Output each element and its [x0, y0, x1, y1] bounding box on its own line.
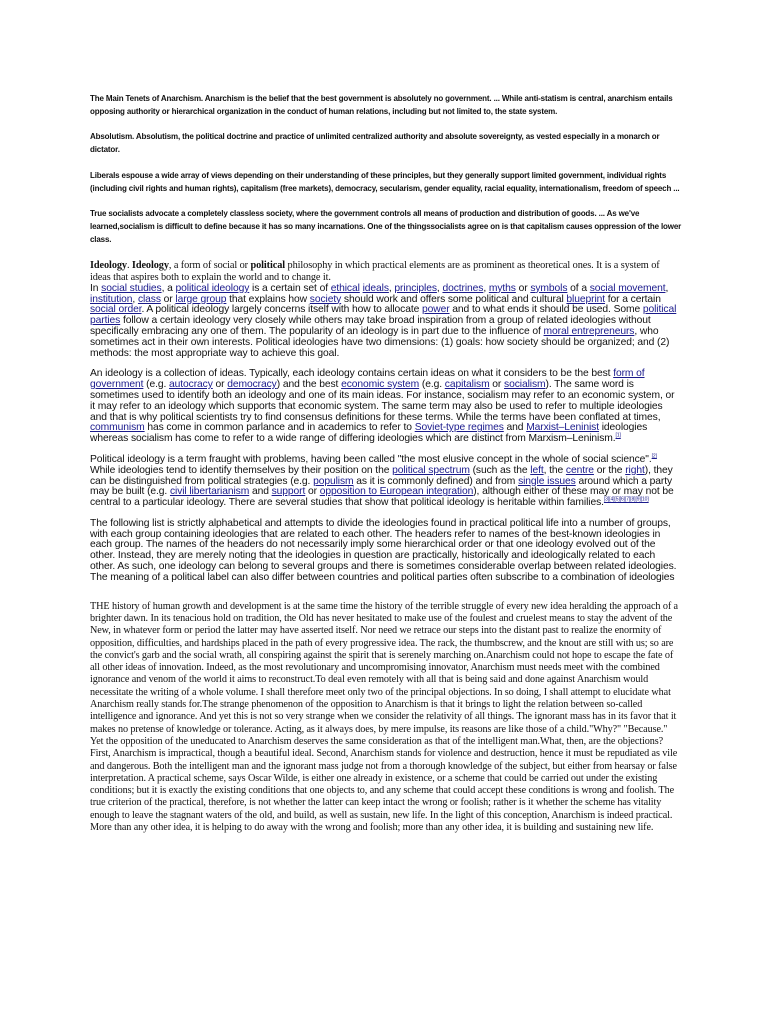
link-myths[interactable]: myths: [488, 282, 516, 294]
link-right[interactable]: right: [625, 464, 645, 476]
link-large-group[interactable]: large group: [175, 293, 227, 305]
ideology-definition: Ideology. Ideology, a form of social or political philosophy in which practical elements are as prominent as theoretical ones. It is a system of ideas that aspires both to explain the world and to change it.: [90, 260, 660, 283]
link-populism[interactable]: populism: [313, 475, 354, 487]
ideology-list-paragraph: The following list is strictly alphabetical and attempts to divide the ideologies found in practical political life into a number of groups, with each group containing ideologies that are related to each other. The headers refer to names of the best-known ideologies in each group. The names of the headers do not necessarily imply some hierarchical order or that one ideology evolved out of the other. Instead, they are merely noting that the ideologies in question are practically, historically and ideologically related to each other. As such, one ideology can belong to several groups and there is sometimes considerable overlap between related ideologies. The meaning of a political label can also differ between countries and political parties often subscribe to a combination of ideologies: [90, 517, 677, 583]
link-autocracy[interactable]: autocracy: [169, 379, 213, 391]
ideology-term-2: Ideology: [131, 260, 169, 272]
link-moral-entrepreneurs[interactable]: moral entrepreneurs: [543, 325, 635, 337]
link-power[interactable]: power: [422, 304, 450, 316]
link-political-spectrum[interactable]: political spectrum: [392, 464, 470, 476]
ideology-collection-paragraph: An ideology is a collection of ideas. Typically, each ideology contains certain ideas on what it considers to be the best form of government (e.g. autocracy or democracy) and the best economic system (e.g. capitalism or socialism). The same word is sometimes used to identify both an ideology and one of its main ideas. For instance, socialism may refer to an economic system, or it may refer to an ideology which supports that economic system. The same term may also be used to refer to multiple ideologies and that is why political scientists try to find consensus definitions for these terms. While the terms have been conflated at times, communism has come in common parlance and in academics to refer to Soviet-type regimes and Marxist–Leninist ideologies whereas socialism has come to refer to a wide range of differing ideologies which are distinct from Marxism–Leninism.[1]: [90, 368, 675, 445]
link-capitalism[interactable]: capitalism: [444, 379, 490, 391]
link-social-movement[interactable]: social movement: [589, 282, 666, 294]
link-social-studies[interactable]: social studies: [101, 282, 162, 294]
link-ideals[interactable]: ideals: [362, 282, 389, 294]
link-civil-libertarianism[interactable]: civil libertarianism: [169, 486, 250, 498]
link-communism[interactable]: communism: [90, 422, 145, 434]
link-economic-system[interactable]: economic system: [341, 379, 420, 391]
link-doctrines[interactable]: doctrines: [442, 282, 484, 294]
link-society[interactable]: society: [309, 293, 342, 305]
link-symbols[interactable]: symbols: [530, 282, 568, 294]
link-blueprint[interactable]: blueprint: [566, 293, 606, 305]
link-democracy[interactable]: democracy: [227, 379, 277, 391]
link-opposition-eu[interactable]: opposition to European integration: [319, 486, 474, 498]
ideology-section: Ideology. Ideology, a form of social or political philosophy in which practical elements are as prominent as theoretical ones. It is a system of ideas that aspires both to explain the world and to change it. In social studies, a political ideology is a certain set of ethical ideals, principles, doctrines, myths or symbols of a social movement, institution, class or large group that explains how society should work and offers some political and cultural blueprint for a certain social order. A political ideology largely concerns itself with how to allocate power and to what ends it should be used. Some political parties follow a certain ideology very closely while others may take broad inspiration from a group of related ideologies without specifically embracing any one of them. The popularity of an ideology is in part due to the influence of moral entrepreneurs, who sometimes act in their own interests. Political ideologies have two dimensions: (1) goals: how society should be organized; and (2) methods: the most appropriate way to achieve this goal.: [90, 260, 677, 359]
link-political-ideology[interactable]: political ideology: [175, 282, 250, 294]
link-socialism[interactable]: socialism: [504, 379, 546, 391]
goldman-paragraph: THE history of human growth and development is at the same time the history of the terrible struggle of every new idea heralding the approach of a brighter dawn. In its tenacious hold on tradition, the Old has never hesitated to make use of the foulest and cruelest means to stay the advent of the New, in whatever form or period the latter may have asserted itself. Nor need we retrace our steps into the distant past to realize the enormity of opposition, difficulties, and hardships placed in the path of every progressive idea. The rack, the thumbscrew, and the knout are still with us; so are the convict's garb and the social wrath, all conspiring against the spirit that is serenely marching on.Anarchism could not hope to escape the fate of all other ideas of innovation. Indeed, as the most revolutionary and uncompromising innovator, Anarchism must needs meet with the combined ignorance and venom of the world it aims to reconstruct.To deal even remotely with all that is being said and done against Anarchism would necessitate the writing of a whole volume. I shall therefore meet only two of the principal objections. In so doing, I shall attempt to elucidate what Anarchism really stands for.The strange phenomenon of the opposition to Anarchism is that it brings to light the relation between so-called intelligence and ignorance. And yet this is not so very strange when we consider the relativity of all things. The ignorant mass has in its favor that it makes no pretense of knowledge or tolerance. Acting, as it always does, by mere impulse, its reasons are like those of a child."Why?" "Because." Yet the opposition of the uneducated to Anarchism deserves the same consideration as that of the intelligent man.What, then, are the objections? First, Anarchism is impractical, though a beautiful ideal. Second, Anarchism stands for violence and destruction, hence it must be repudiated as vile and dangerous. Both the intelligent man and the ignorant mass judge not from a thorough knowledge of the subject, but either from hearsay or false interpretation. A practical scheme, says Oscar Wilde, is either one already in existence, or a scheme that could be carried out under the existing conditions; but it is exactly the existing conditions that one objects to, and any scheme that could accept these conditions is wrong and foolish. The true criterion of the practical, therefore, is not whether the latter can keep intact the wrong or foolish; rather is it whether the scheme has vitality enough to leave the stagnant waters of the old, and build, as well as sustain, new life. In the light of this conception, Anarchism is indeed practical. More than any other idea, it is helping to do away with the wrong and foolish; more than any other idea, it is building and sustaining new life.: [90, 600, 678, 834]
anarchism-paragraph: The Main Tenets of Anarchism. Anarchism is the belief that the best government is absolutely no government. ... While anti-statism is central, anarchism entails opposing authority or hierarchical organization in the conduct of human relations, including but not limited to, the state system.: [90, 94, 673, 116]
link-principles[interactable]: principles: [394, 282, 437, 294]
absolutism-paragraph: Absolutism. Absolutism, the political doctrine and practice of unlimited centralized authority and absolute sovereignty, as vested especially in a monarch or dictator.: [90, 131, 660, 154]
ideology-problems-paragraph: Political ideology is a term fraught with problems, having been called "the most elusive concept in the whole of social science".[2] While ideologies tend to identify themselves by their position on the political spectrum (such as the left, the centre or the right), they can be distinguished from political strategies (e.g. populism as it is commonly defined) and from single issues around which a party may be built (e.g. civil libertarianism and support or opposition to European integration), although either of these may or may not be central to a particular ideology. There are several studies that show that political ideology is heritable within families.[3][4][5][6][7][8][9][10]: [90, 453, 674, 509]
link-single-issues[interactable]: single issues: [518, 475, 576, 487]
ideology-term: Ideology: [90, 260, 127, 272]
link-support[interactable]: support: [271, 486, 306, 498]
link-ethical[interactable]: ethical: [330, 282, 360, 294]
link-form-of-government[interactable]: form of government: [90, 368, 645, 391]
link-class[interactable]: class: [137, 293, 161, 305]
link-marxist-leninist[interactable]: Marxist–Leninist: [526, 422, 599, 434]
link-left[interactable]: left: [530, 464, 544, 476]
link-soviet-type-regimes[interactable]: Soviet-type regimes: [414, 422, 504, 434]
socialists-paragraph: True socialists advocate a completely classless society, where the government controls all means of production and distribution of goods. ... As we've learned,socialism is difficult to define because it has so many incarnations. One of the thingssocialists agree on is that capitalism causes oppression of the lower class.: [90, 209, 682, 245]
link-political-parties[interactable]: political parties: [90, 304, 677, 327]
footnote-ref-2[interactable]: [2]: [651, 453, 657, 460]
link-institution[interactable]: institution: [90, 293, 133, 305]
footnote-ref-1[interactable]: [1]: [615, 432, 621, 439]
document-page: [90, 93, 682, 834]
footnote-refs-3-10[interactable]: [3][4][5][6][7][8][9][10]: [603, 496, 649, 503]
link-social-order[interactable]: social order: [90, 304, 142, 316]
link-centre[interactable]: centre: [565, 464, 594, 476]
liberals-paragraph: Liberals espouse a wide array of views depending on their understanding of these principles, but they generally support limited government, individual rights (including civil rights and human rights), capitalism (free markets), democracy, secularism, gender equality, racial equality, internationalism, freedom of speech ...: [90, 170, 680, 193]
